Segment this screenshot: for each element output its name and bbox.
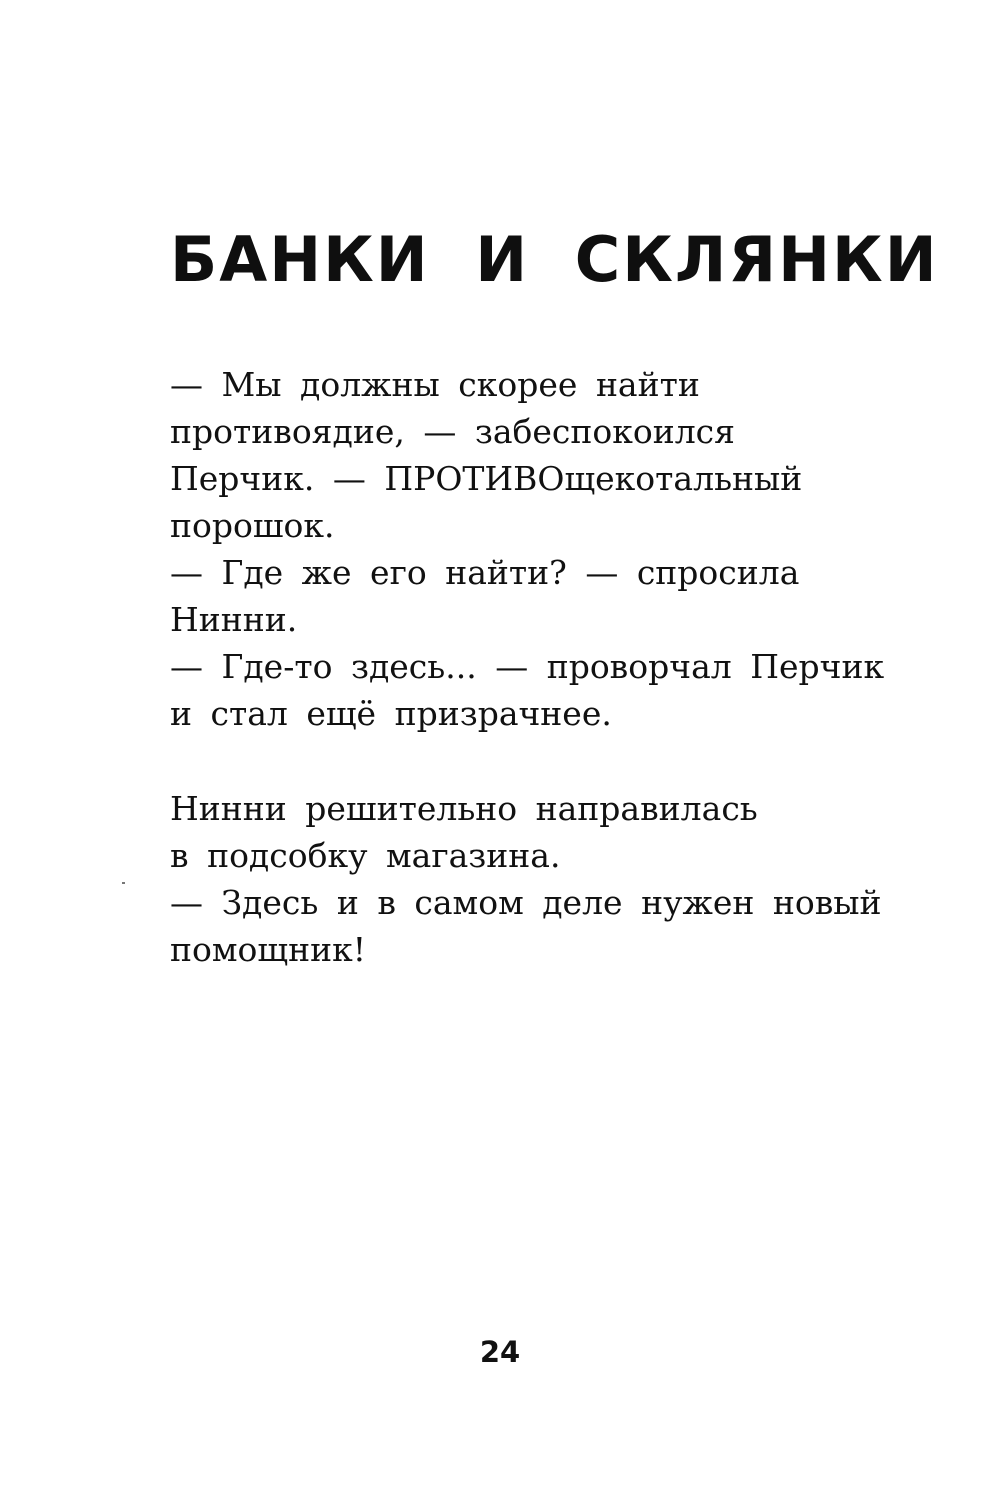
scan-speck [122, 882, 125, 884]
text-line: и стал ещё призрачнее. [170, 694, 612, 733]
text-line: Нинни. [170, 600, 298, 639]
text-line: — Мы должны скорее найти [170, 365, 700, 404]
text-line: противоядие, — забеспокоился [170, 412, 735, 451]
page-number: 24 [479, 1335, 521, 1369]
text-line: в подсобку магазина. [170, 836, 561, 875]
text-line: порошок. [170, 506, 335, 545]
text-line: помощник! [170, 930, 366, 969]
text-line: Нинни решительно направилась [170, 789, 758, 828]
text-line: Перчик. — ПРОТИВОщекотальный [170, 459, 803, 498]
text-line: — Где же его найти? — спросила [170, 553, 800, 592]
chapter-title: БАНКИ И СКЛЯНКИ [170, 223, 939, 296]
text-line: — Где-то здесь... — проворчал Перчик [170, 647, 885, 686]
text-line: — Здесь и в самом деле нужен новый [170, 883, 882, 922]
